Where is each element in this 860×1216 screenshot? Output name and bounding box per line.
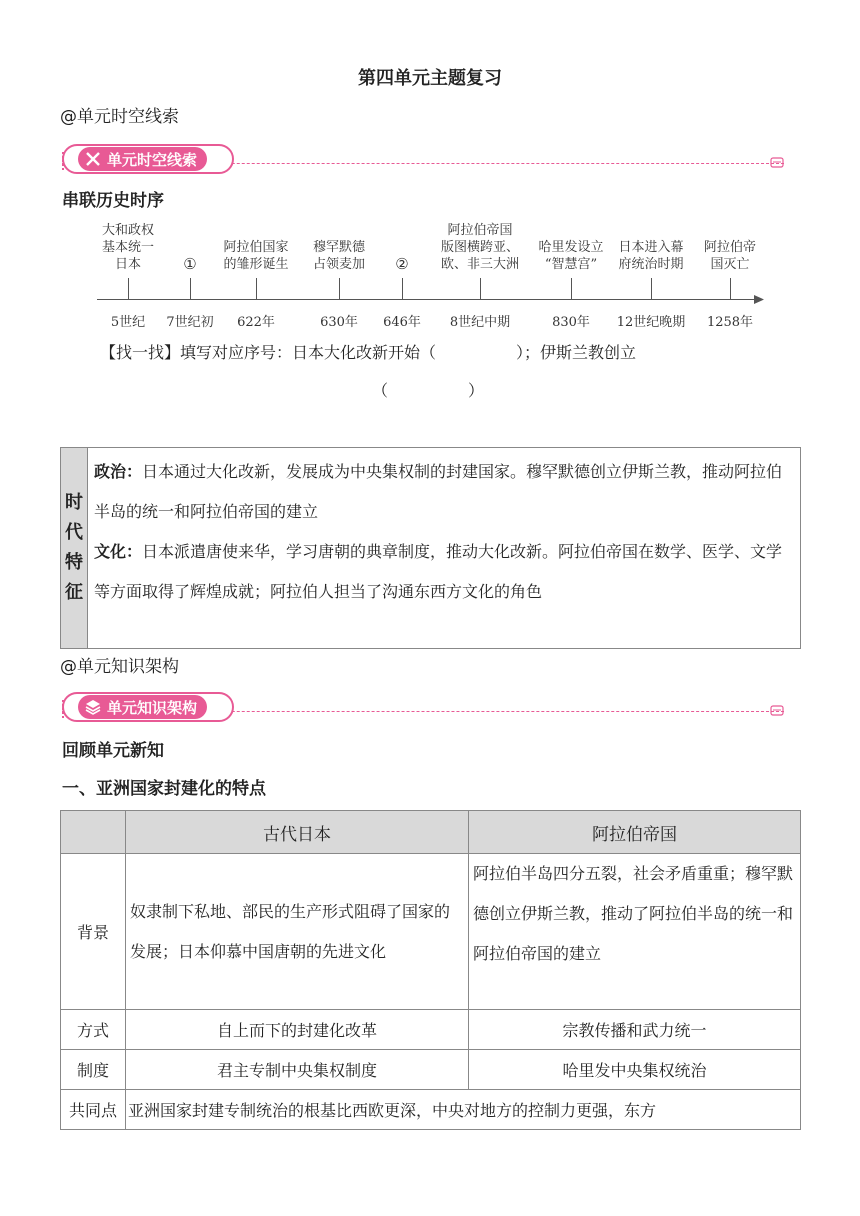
timeline-axis (97, 299, 757, 300)
timeline-date: 622年 (237, 315, 275, 330)
find-question-line1: 【找一找】填写对应序号：日本大化改新开始（ ）；伊斯兰教创立 (100, 343, 637, 362)
politics-label: 政治： (94, 462, 143, 481)
cell-japan: 奴隶制下私地、部民的生产形式阻碍了国家的发展；日本仰慕中国唐朝的先进文化 (126, 854, 469, 1010)
common-point-text: 亚洲国家封建专制统治的根基比西欧更深，中央对地方的控制力更强，东方 (126, 1090, 801, 1130)
row-label: 制度 (61, 1050, 126, 1090)
culture-label: 文化： (94, 542, 143, 561)
culture-text: 日本派遣唐使来华，学习唐朝的典章制度，推动大化改新。阿拉伯帝国在数学、医学、文学等方面取得了辉煌成就；阿拉伯人担当了沟通东西方文化的角色 (94, 542, 783, 601)
timeline-date: 630年 (320, 315, 358, 330)
era-features-body (88, 448, 801, 649)
banner-label: 单元知识架构 (107, 698, 198, 717)
page-title: 第四单元主题复习 (358, 68, 502, 89)
cell-japan: 君主专制中央集权制度 (126, 1050, 469, 1090)
timeline-event-label: 日本进入幕 府统治时期 (618, 240, 684, 272)
row-label: 背景 (61, 854, 126, 1010)
section-at-label-framework: @单元知识架构 (60, 657, 179, 677)
table-row (61, 1050, 801, 1090)
layers-icon (84, 698, 102, 716)
section-at-label-timeline: @单元时空线索 (60, 107, 179, 127)
timeline-date: 1258年 (706, 315, 754, 330)
table-row (61, 854, 801, 1010)
timeline-event-label: 哈里发设立 “智慧宫” (538, 240, 604, 272)
framework-banner (62, 692, 784, 726)
table-row (61, 1010, 801, 1050)
comparison-table (60, 810, 801, 1130)
timeline-event-label: ② (395, 255, 409, 273)
row-label: 方式 (61, 1010, 126, 1050)
timeline (0, 0, 860, 340)
cell-arab: 哈里发中央集权统治 (469, 1050, 801, 1090)
timeline-event-label: 阿拉伯国家 的雏形诞生 (223, 240, 289, 272)
politics-text: 日本通过大化改新，发展成为中央集权制的封建国家。穆罕默德创立伊斯兰教，推动阿拉伯半岛的统一和阿拉伯帝国的建立 (94, 462, 783, 521)
row-label: 共同点 (61, 1090, 126, 1130)
timeline-event-label: 大和政权 基本统一 日本 (101, 223, 155, 272)
timeline-date: 830年 (552, 315, 590, 330)
timeline-event-label: 阿拉伯帝国 版图横跨亚、 欧、非三大洲 (440, 223, 520, 272)
timeline-date: 5世纪 (110, 315, 146, 330)
find-question-line2: （ ） (372, 381, 485, 400)
section-heading: 一、亚洲国家封建化的特点 (62, 779, 266, 799)
header-empty (61, 811, 126, 854)
timeline-event-label: ① (183, 255, 197, 273)
cell-arab: 宗教传播和武力统一 (469, 1010, 801, 1050)
cell-japan: 自上而下的封建化改革 (126, 1010, 469, 1050)
timeline-arrow-icon (754, 295, 764, 304)
header-arab: 阿拉伯帝国 (469, 811, 801, 854)
timeline-date: 8世纪中期 (449, 315, 511, 330)
timeline-event-label: 穆罕默德 占领麦加 (312, 240, 366, 272)
framework-subheading: 回顾单元新知 (62, 741, 164, 761)
header-japan: 古代日本 (126, 811, 469, 854)
timeline-date: 12世纪晚期 (616, 315, 686, 330)
era-features-side-label: 时 代 特 征 (61, 448, 88, 649)
table-row (61, 1090, 801, 1130)
banner-end-icon (770, 705, 784, 717)
timeline-date: 646年 (383, 315, 421, 330)
banner-label: 单元时空线索 (107, 150, 198, 169)
cell-arab: 阿拉伯半岛四分五裂，社会矛盾重重；穆罕默德创立伊斯兰教，推动了阿拉伯半岛的统一和阿拉伯帝国的建立 (469, 854, 801, 1010)
timeline-date: 7世纪初 (166, 315, 214, 330)
era-features-table (60, 447, 801, 649)
timeline-event-label: 阿拉伯帝 国灭亡 (703, 240, 757, 272)
timeline-subheading: 串联历史时序 (62, 191, 164, 211)
